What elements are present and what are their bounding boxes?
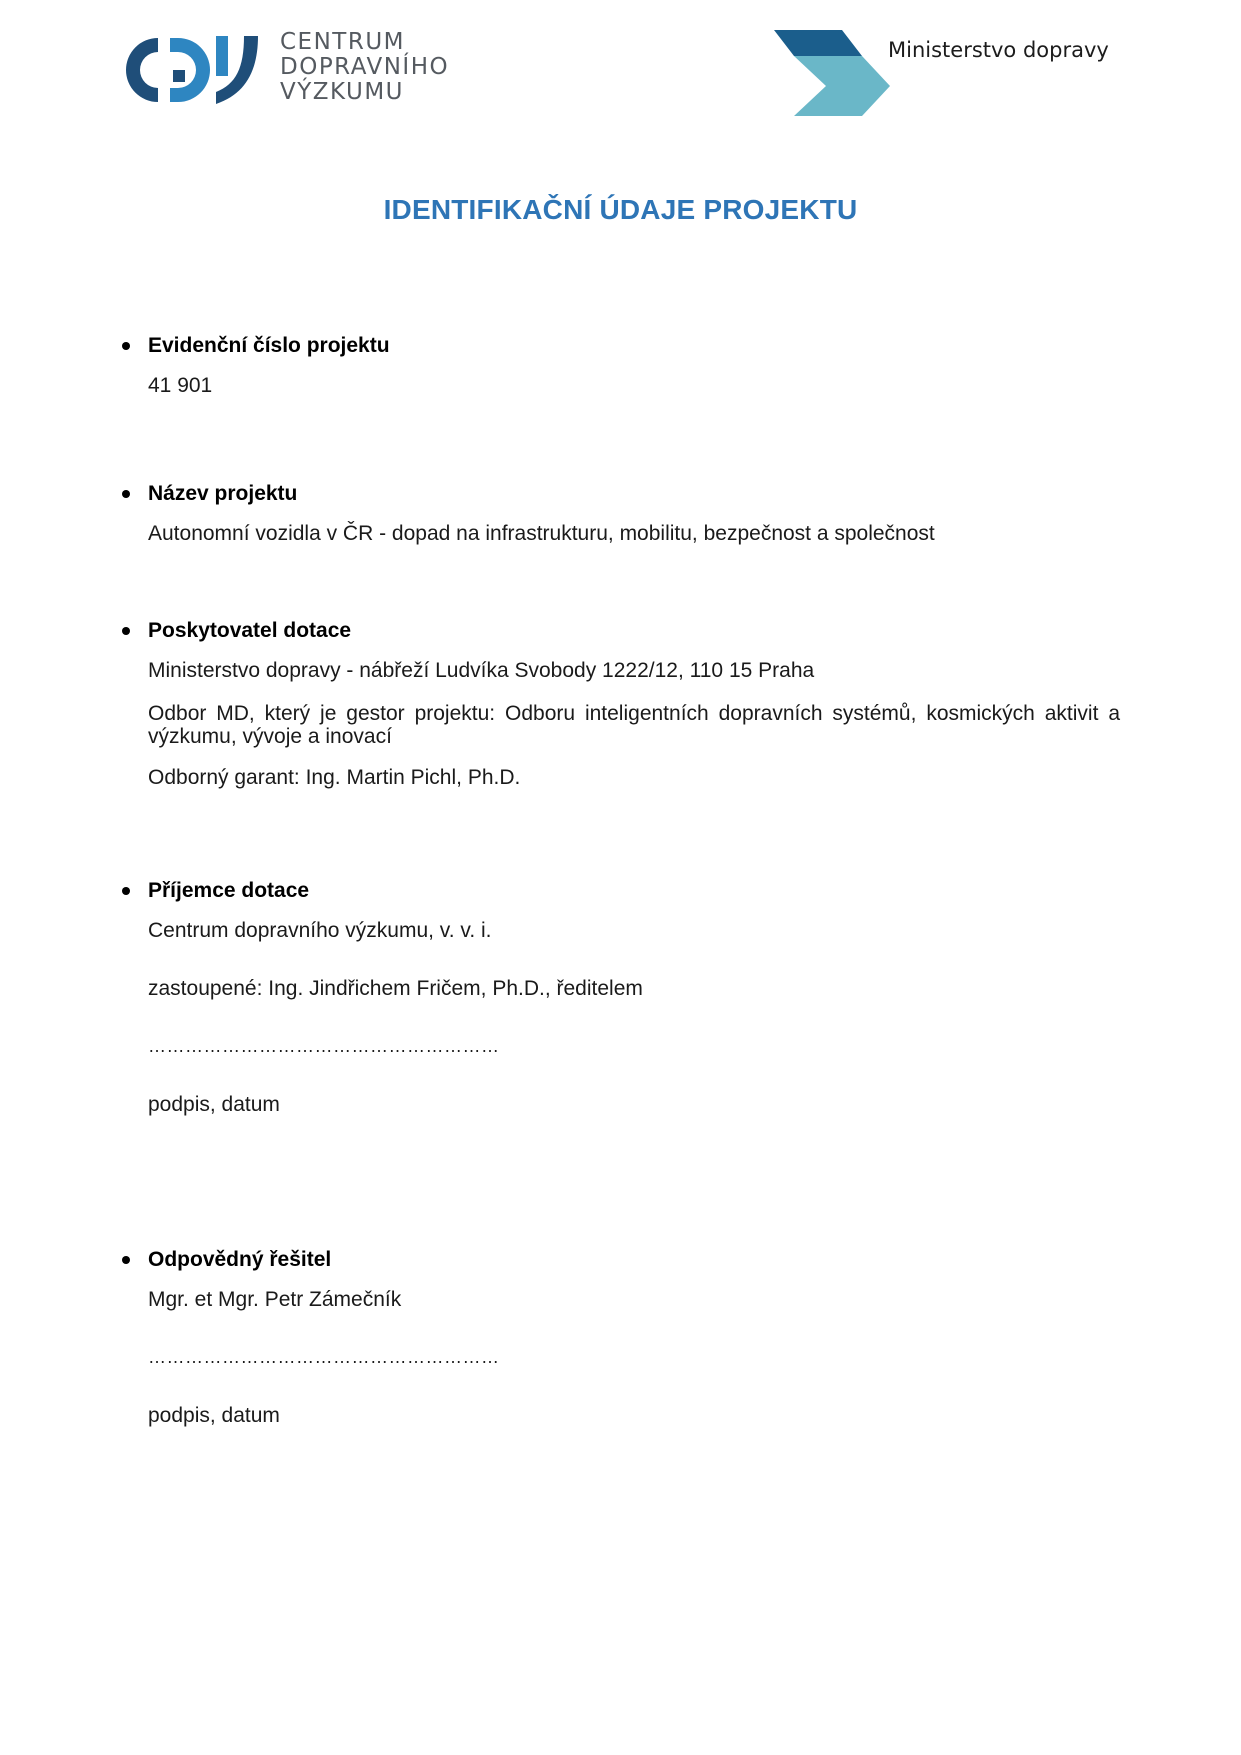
- signature-line: …………………………………………………: [148, 1347, 500, 1367]
- bullet-icon: [122, 490, 130, 498]
- section-heading: Název projektu: [148, 482, 298, 505]
- bullet-icon: [122, 887, 130, 895]
- bullet-icon: [122, 627, 130, 635]
- provider-department: Odbor MD, který je gestor projektu: Odboru inteligentních dopravních systémů, kosmických aktivit a výzkumu, vývoje a inovací: [148, 702, 1120, 748]
- section-heading: Evidenční číslo projektu: [148, 334, 390, 357]
- cdv-logo-text: [280, 30, 449, 105]
- section-project-name: [148, 480, 1120, 545]
- bullet-icon: [122, 1256, 130, 1264]
- section-heading: Příjemce dotace: [148, 879, 310, 902]
- provider-guarantor: Odborný garant: Ing. Martin Pichl, Ph.D.: [148, 766, 521, 789]
- investigator-name: Mgr. et Mgr. Petr Zámečník: [148, 1288, 402, 1311]
- recipient-representative: zastoupené: Ing. Jindřichem Fričem, Ph.D., ředitelem: [148, 977, 643, 1000]
- cdv-logo-line: VÝZKUMU: [280, 79, 405, 105]
- provider-address: Ministerstvo dopravy - nábřeží Ludvíka Svobody 1222/12, 110 15 Praha: [148, 659, 815, 682]
- signature-line: …………………………………………………: [148, 1036, 500, 1056]
- md-logo: [774, 28, 1134, 120]
- cdv-logo-mark: [118, 30, 268, 110]
- section-responsible-investigator: [148, 1246, 1120, 1427]
- section-grant-provider: [148, 617, 1120, 789]
- md-logo-mark: [774, 28, 894, 120]
- project-name-value: Autonomní vozidla v ČR - dopad na infrastrukturu, mobilitu, bezpečnost a společnost: [148, 522, 935, 545]
- section-grant-recipient: [148, 877, 1120, 1116]
- md-logo-name: Ministerstvo dopravy: [888, 38, 1109, 62]
- recipient-name: Centrum dopravního výzkumu, v. v. i.: [148, 919, 492, 942]
- bullet-icon: [122, 342, 130, 350]
- cdv-logo-line: CENTRUM: [280, 29, 406, 55]
- section-project-number: [148, 332, 1120, 397]
- signature-label: podpis, datum: [148, 1093, 280, 1116]
- page-title: IDENTIFIKAČNÍ ÚDAJE PROJEKTU: [383, 194, 858, 225]
- section-heading: Odpovědný řešitel: [148, 1248, 332, 1271]
- cdv-logo-line: DOPRAVNÍHO: [280, 54, 450, 80]
- signature-label: podpis, datum: [148, 1404, 280, 1427]
- project-number-value: 41 901: [148, 374, 213, 397]
- section-heading: Poskytovatel dotace: [148, 619, 352, 642]
- cdv-logo: [118, 30, 468, 112]
